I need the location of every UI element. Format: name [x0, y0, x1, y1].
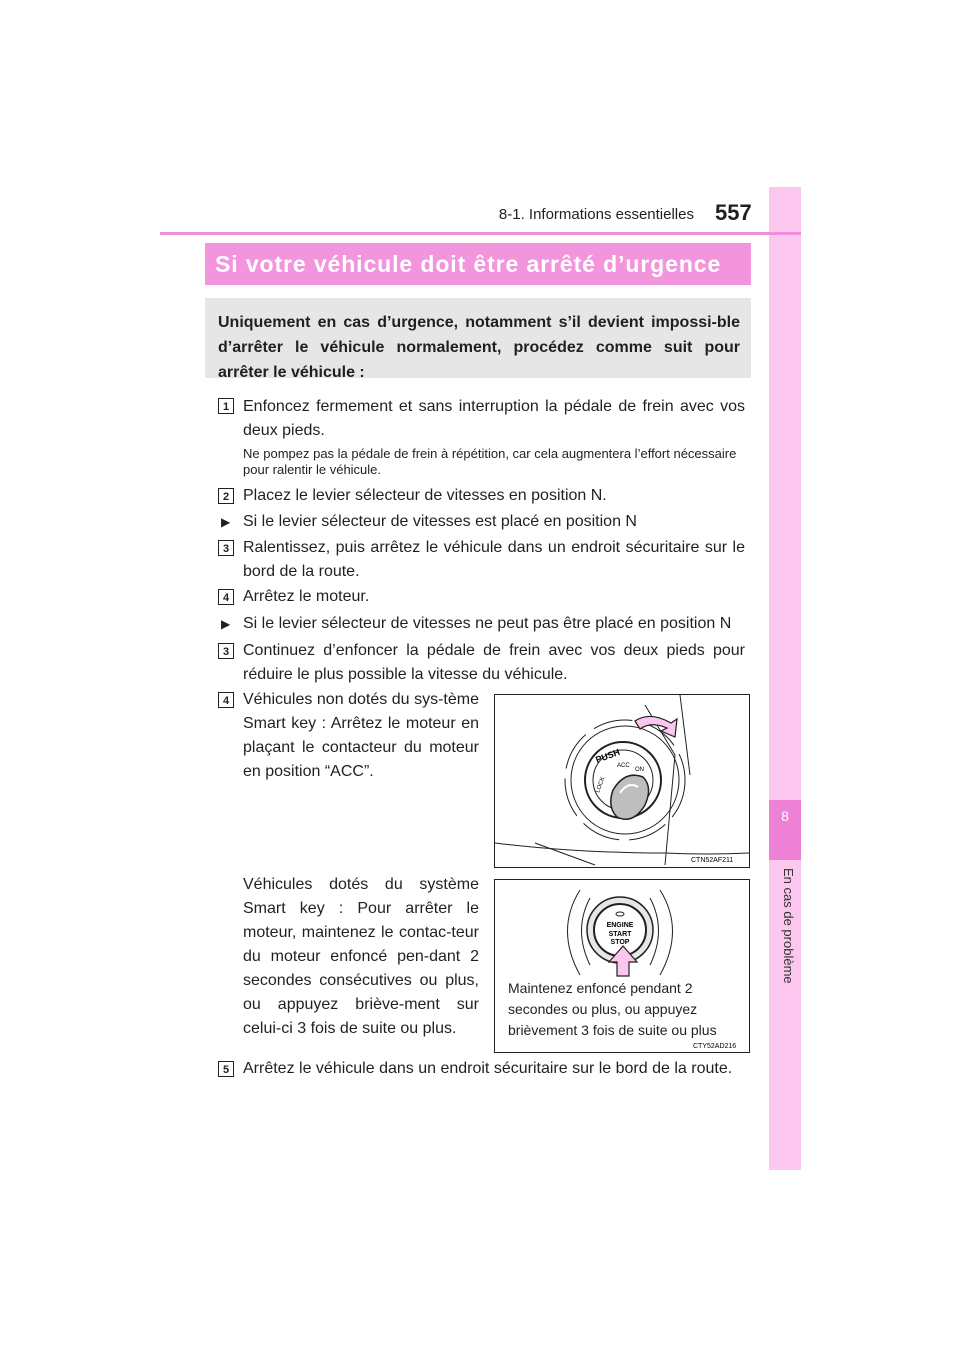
- condition-n-position: Si le levier sélecteur de vitesses est placé en position N: [243, 513, 637, 530]
- step-number: 1: [218, 398, 234, 414]
- button-line: STOP: [610, 939, 630, 946]
- step-text: Arrêtez le véhicule dans un endroit sécuritaire sur le bord de la route.: [243, 1060, 733, 1077]
- ignition-switch-illustration: [495, 695, 749, 867]
- step-number: 4: [218, 589, 234, 605]
- step-number: 2: [218, 488, 234, 504]
- arrow-bullet-icon: ▶: [221, 515, 231, 529]
- section-title: Si votre véhicule doit être arrêté d’urgence: [215, 251, 722, 277]
- step-number: 5: [218, 1061, 234, 1077]
- step-number: 3: [218, 643, 234, 659]
- page-number: 557: [715, 200, 752, 225]
- step-text: Enfoncez fermement et sans interruption la pédale de frein avec vos deux pieds.: [243, 398, 745, 439]
- figure-caption: Maintenez enfoncé pendant 2 secondes ou plus, ou appuyez brièvement 3 fois de suite ou plus: [508, 980, 717, 1038]
- side-tab-number: 8: [769, 800, 801, 860]
- figure-code: CTY52AD216: [693, 1043, 737, 1050]
- condition-not-n-position: Si le levier sélecteur de vitesses ne peut pas être placé en position N: [243, 615, 732, 632]
- side-tab: [769, 187, 801, 1170]
- intro-text: Uniquement en cas d’urgence, notamment s’il devient impossi-ble d’arrêter le véhicule normalement, procédez comme suit pour arrêter le véhicule :: [218, 314, 740, 381]
- acc-label: ACC: [617, 763, 630, 769]
- push-label: PUSH: [594, 746, 622, 765]
- step-note: Ne pompez pas la pédale de frein à répétition, car cela augmentera l’effort nécessaire pour ralentir le véhicule.: [243, 446, 737, 477]
- button-line: START: [608, 931, 632, 938]
- step-text: Continuez d’enfoncer la pédale de frein avec vos deux pieds pour réduire le plus possible la vitesse du véhicule.: [243, 642, 745, 683]
- smart-key-text: Véhicules dotés du système Smart key : Pour arrêter le moteur, maintenez le contac-teur du moteur enfoncé pen-dant 2 secondes consécutives ou plus, ou appuyez briève-ment sur celui-ci 3 fois de suite ou plus.: [243, 876, 479, 1037]
- ignition-figure: [494, 694, 750, 868]
- header-rule: [160, 232, 801, 235]
- step-text: Placez le levier sélecteur de vitesses en position N.: [243, 487, 607, 504]
- turn-arrow-icon: [635, 716, 677, 737]
- step-text: Arrêtez le moteur.: [243, 588, 370, 605]
- arrow-bullet-icon: ▶: [221, 617, 231, 631]
- lock-label: LOCK: [595, 776, 607, 794]
- figure-code: CTN52AF211: [691, 857, 734, 864]
- on-label: ON: [635, 767, 644, 773]
- button-line: ENGINE: [606, 922, 634, 929]
- step-number: 4: [218, 692, 234, 708]
- step-text: Véhicules non dotés du sys-tème Smart key : Arrêtez le moteur en plaçant le contacteur du moteur en position “ACC”.: [243, 691, 479, 780]
- header-section: 8-1. Informations essentielles: [498, 206, 694, 223]
- step-text: Ralentissez, puis arrêtez le véhicule dans un endroit sécuritaire sur le bord de la route.: [243, 539, 745, 580]
- side-tab-label: En cas de problème: [781, 868, 796, 984]
- step-number: 3: [218, 540, 234, 556]
